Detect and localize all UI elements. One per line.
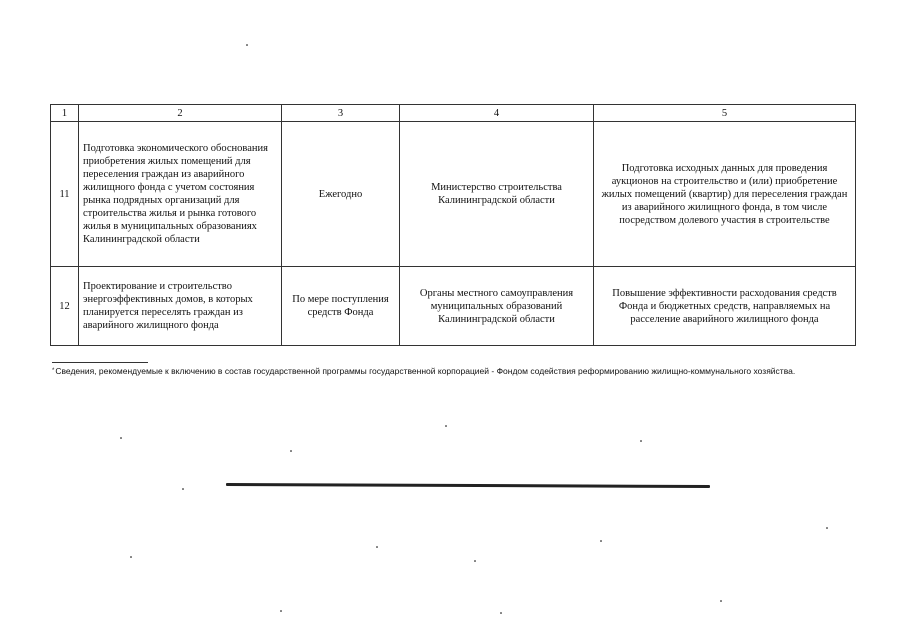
closing-line — [226, 483, 710, 488]
scan-speck — [600, 540, 602, 542]
scan-speck — [826, 527, 828, 529]
deadline-cell: Ежегодно — [282, 122, 400, 267]
scan-speck — [500, 612, 502, 614]
scan-speck — [130, 556, 132, 558]
scan-speck — [246, 44, 248, 46]
scan-speck — [640, 440, 642, 442]
header-col-1: 1 — [51, 105, 79, 122]
deadline-cell: По мере поступления средств Фонда — [282, 267, 400, 346]
header-col-4: 4 — [400, 105, 594, 122]
table-header-row — [51, 105, 856, 122]
header-col-3: 3 — [282, 105, 400, 122]
expected-result-cell: Повышение эффективности расходования средств Фонда и бюджетных средств, направляемых на расселение аварийного жилищного фонда — [594, 267, 856, 346]
row-number: 12 — [51, 267, 79, 346]
table-row — [51, 267, 856, 346]
scan-speck — [280, 610, 282, 612]
footnote — [52, 366, 857, 377]
scan-speck — [120, 437, 122, 439]
footnote-text: Сведения, рекомендуемые к включению в состав государственной программы государственной корпорацией - Фондом содействия реформированию жилищно-коммунального хозяйства. — [55, 366, 796, 376]
measure-description: Проектирование и строительство энергоэффективных домов, в которых планируется переселять граждан из аварийного жилищного фонда — [79, 267, 282, 346]
row-number: 11 — [51, 122, 79, 267]
expected-result-cell: Подготовка исходных данных для проведения аукционов на строительство и (или) приобретение жилых помещений (квартир) для переселения граждан из аварийного жилищного фонда, в том числе посредством долевого участия в строительстве — [594, 122, 856, 267]
scan-speck — [376, 546, 378, 548]
measure-description: Подготовка экономического обоснования приобретения жилых помещений для переселения граждан из аварийного жилищного фонда с учетом состояния рынка подрядных организаций для строительства жилья и рынка готового жилья в муниципальных образованиях Калининградской области — [79, 122, 282, 267]
scan-speck — [290, 450, 292, 452]
header-col-5: 5 — [594, 105, 856, 122]
responsible-cell: Министерство строительства Калининградской области — [400, 122, 594, 267]
footnote-marker: * — [52, 368, 55, 374]
scan-speck — [182, 488, 184, 490]
footnote-separator — [52, 362, 148, 363]
table-row — [51, 122, 856, 267]
measures-table — [50, 104, 856, 346]
responsible-cell: Органы местного самоуправления муниципальных образований Калининградской области — [400, 267, 594, 346]
scan-speck — [720, 600, 722, 602]
header-col-2: 2 — [79, 105, 282, 122]
scan-speck — [445, 425, 447, 427]
scan-speck — [474, 560, 476, 562]
